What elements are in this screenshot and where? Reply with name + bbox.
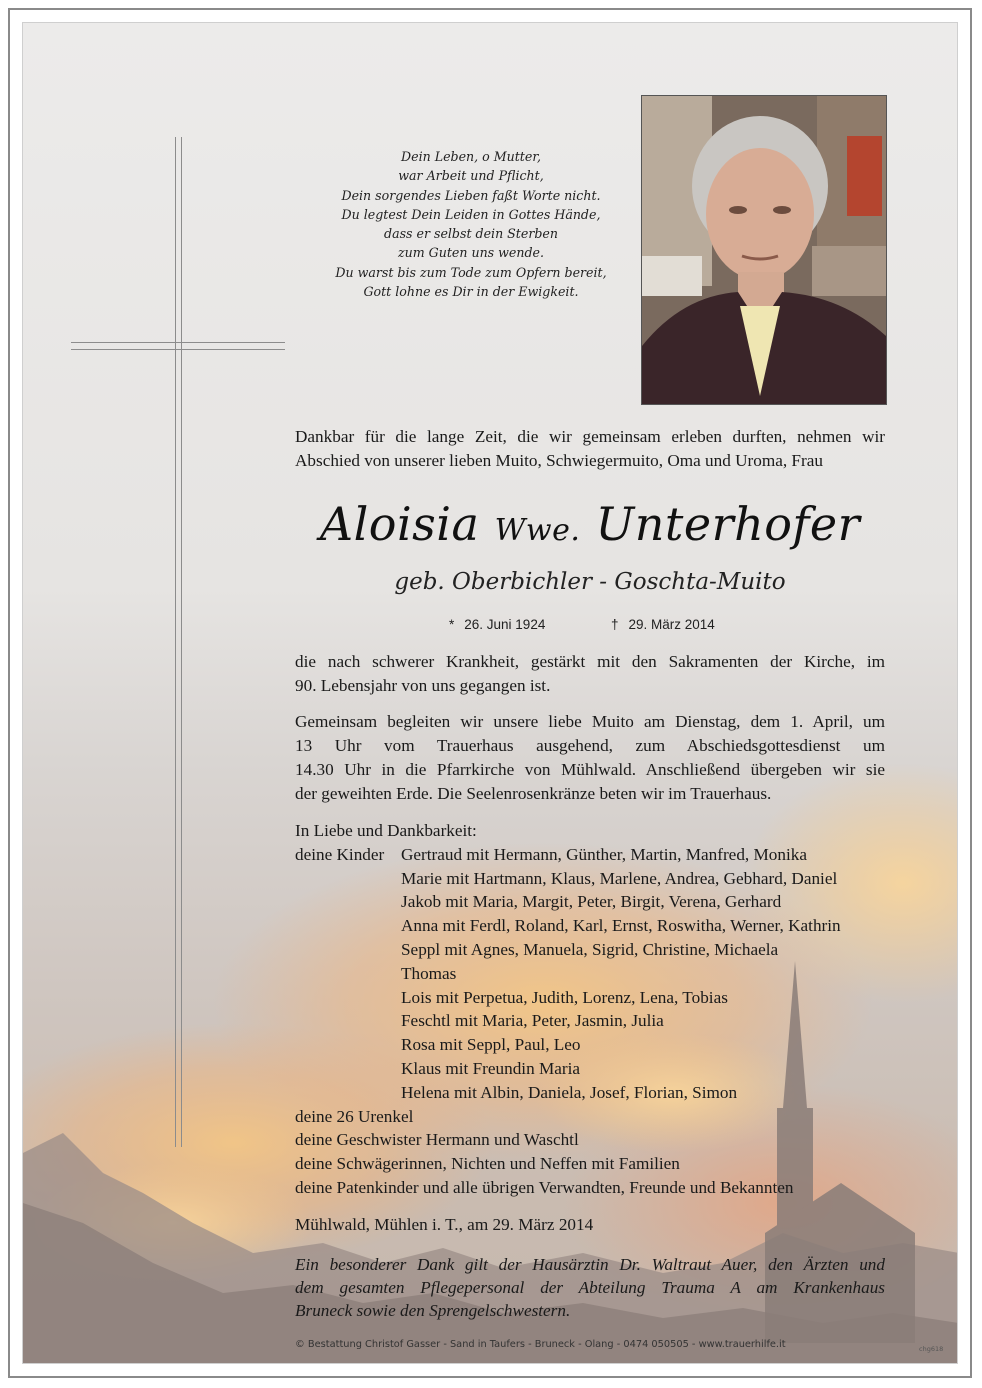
child-entry: Anna mit Ferdl, Roland, Karl, Ernst, Roswitha, Werner, Kathrin: [401, 916, 841, 936]
funeral-line: 14.30 Uhr in die Pfarrkirche von Mühlwald. Anschließend übergeben wir sie: [295, 760, 885, 779]
child-entry: Lois mit Perpetua, Judith, Lorenz, Lena, Tobias: [401, 987, 728, 1007]
poem-line: Dein Leben, o Mutter,: [401, 149, 541, 164]
poem-line: Dein sorgendes Lieben faßt Worte nicht.: [341, 187, 601, 203]
child-entry: Seppl mit Agnes, Manuela, Sigrid, Christine, Michaela: [401, 939, 779, 959]
relatives-entry: deine Geschwister Hermann und Waschtl: [295, 1130, 579, 1150]
portrait-photo: [641, 95, 887, 405]
place-and-date: Mühlwald, Mühlen i. T., am 29. März 2014: [295, 1215, 594, 1234]
widow-title: Wwe.: [494, 513, 581, 548]
memorial-poem: [291, 147, 651, 301]
obituary-card: [22, 22, 958, 1364]
death-date-text: 29. März 2014: [628, 617, 715, 632]
birth-name: geb. Oberbichler - Goschta-Muito: [394, 569, 786, 595]
poem-line: zum Guten uns wende.: [397, 245, 545, 261]
first-name: Aloisia: [319, 497, 480, 551]
funeral-line: der geweihten Erde. Die Seelenrosenkränze beten wir im Trauerhaus.: [295, 784, 772, 803]
child-entry: Marie mit Hartmann, Klaus, Marlene, Andrea, Gebhard, Daniel: [401, 868, 838, 888]
birth-date-text: 26. Juni 1924: [464, 617, 546, 632]
deceased-name: [295, 497, 885, 551]
funeral-line: Gemeinsam begleiten wir unsere liebe Muito am Dienstag, dem 1. April, um: [295, 712, 885, 731]
child-entry: Helena mit Albin, Daniela, Josef, Florian, Simon: [401, 1082, 738, 1102]
acknowledgement-text: [295, 1253, 885, 1322]
thanks-line: Ein besonderer Dank gilt der Hausärztin Dr. Waltraut Auer, den Ärzten und: [295, 1255, 885, 1274]
cross-horizontal-line: [71, 342, 285, 343]
thanks-line: Bruneck sowie den Sprengelschwestern.: [295, 1301, 571, 1320]
child-entry: Thomas: [401, 963, 457, 983]
relatives-entry: deine Schwägerinnen, Nichten und Neffen mit Familien: [295, 1154, 680, 1174]
death-symbol: †: [611, 617, 619, 632]
cross-vertical-line: [175, 137, 176, 1147]
poem-line: Du legtest Dein Leiden in Gottes Hände,: [341, 206, 601, 222]
funeral-home-footer: © Bestattung Christof Gasser - Sand in Taufers - Bruneck - Olang - 0474 050505 - www.trauerhilfe.it: [295, 1339, 786, 1350]
child-entry: Feschtl mit Maria, Peter, Jasmin, Julia: [401, 1011, 664, 1031]
child-entry: Gertraud mit Hermann, Günther, Martin, Manfred, Monika: [401, 844, 807, 864]
intro-line: Dankbar für die lange Zeit, die wir gemeinsam erleben durften, nehmen wir: [295, 427, 885, 446]
cross-horizontal-line: [71, 349, 285, 350]
poem-line: dass er selbst dein Sterben: [384, 226, 558, 242]
death-date: [611, 617, 715, 632]
child-entry: Klaus mit Freundin Maria: [401, 1058, 581, 1078]
relatives-entry: deine 26 Urenkel: [295, 1106, 414, 1126]
poem-line: Gott lohne es Dir in der Ewigkeit.: [363, 284, 579, 300]
intro-line: Abschied von unserer lieben Muito, Schwiegermuito, Oma und Uroma, Frau: [295, 451, 823, 470]
birth-date: [449, 617, 545, 632]
thanks-line: dem gesamten Pflegepersonal der Abteilung Trauma A am Krankenhaus: [295, 1278, 885, 1297]
passing-line: die nach schwerer Krankheit, gestärkt mit den Sakramenten der Kirche, im: [295, 652, 885, 671]
child-entry: Jakob mit Maria, Margit, Peter, Birgit, Verena, Gerhard: [401, 892, 782, 912]
cross-vertical-line: [181, 137, 182, 1147]
family-row: [295, 843, 895, 867]
poem-line: war Arbeit und Pflicht,: [398, 168, 544, 184]
family-list: [295, 819, 895, 1200]
funeral-line: 13 Uhr vom Trauerhaus ausgehend, zum Abschiedsgottesdienst um: [295, 736, 885, 755]
children-label: deine Kinder: [295, 844, 385, 864]
document-code: chg618: [919, 1345, 944, 1353]
funeral-text: [295, 710, 885, 806]
intro-text: [295, 425, 885, 473]
poem-line: Du warst bis zum Tode zum Opfern bereit,: [335, 264, 607, 280]
last-name: Unterhofer: [595, 497, 861, 551]
birth-symbol: *: [449, 617, 455, 632]
passing-line: 90. Lebensjahr von uns gegangen ist.: [295, 676, 551, 695]
relatives-entry: deine Patenkinder und alle übrigen Verwandten, Freunde und Bekannten: [295, 1177, 794, 1197]
family-heading: In Liebe und Dankbarkeit:: [295, 821, 477, 840]
passing-text: [295, 650, 885, 698]
child-entry: Rosa mit Seppl, Paul, Leo: [401, 1035, 581, 1055]
